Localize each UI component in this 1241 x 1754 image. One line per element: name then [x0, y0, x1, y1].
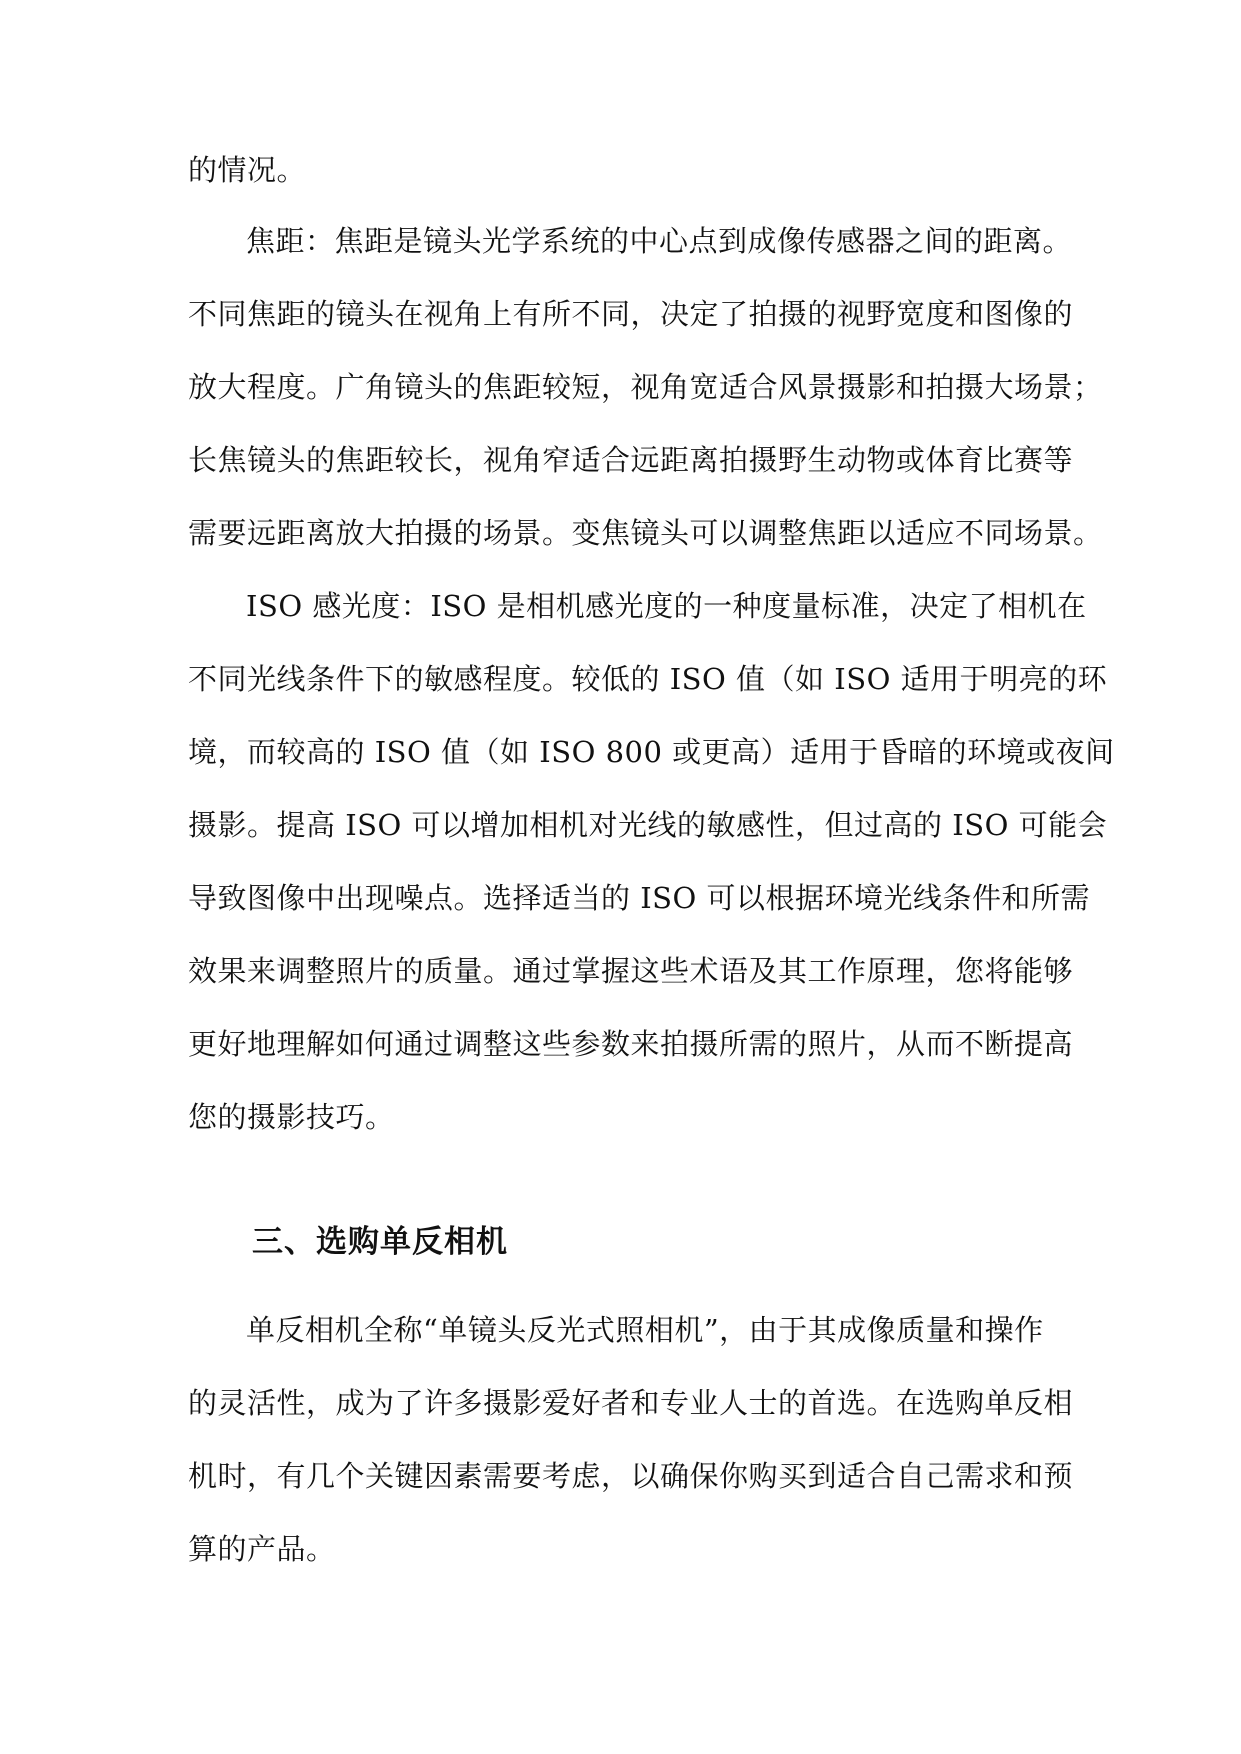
paragraph-line: 不同光线条件下的敏感程度。较低的 ISO 值（如 ISO 适用于明亮的环: [188, 662, 1108, 696]
paragraph-line: 长焦镜头的焦距较长，视角窄适合远距离拍摄野生动物或体育比赛等: [188, 443, 1074, 477]
paragraph-line: 焦距：焦距是镜头光学系统的中心点到成像传感器之间的距离。: [246, 224, 1073, 258]
paragraph-line: 需要远距离放大拍摄的场景。变焦镜头可以调整焦距以适应不同场景。: [188, 516, 1103, 550]
paragraph-line: 放大程度。广角镜头的焦距较短，视角宽适合风景摄影和拍摄大场景；: [188, 370, 1103, 404]
paragraph-line: 单反相机全称“单镜头反光式照相机”，由于其成像质量和操作: [246, 1313, 1044, 1347]
paragraph-line: 算的产品。: [188, 1532, 336, 1566]
paragraph-line: 效果来调整照片的质量。通过掌握这些术语及其工作原理，您将能够: [188, 954, 1074, 988]
paragraph-line: 更好地理解如何通过调整这些参数来拍摄所需的照片，从而不断提高: [188, 1027, 1074, 1061]
paragraph-line: 的灵活性，成为了许多摄影爱好者和专业人士的首选。在选购单反相: [188, 1386, 1074, 1420]
paragraph-line: 的情况。: [188, 153, 307, 187]
paragraph-line: 您的摄影技巧。: [188, 1100, 395, 1134]
paragraph-line: 境，而较高的 ISO 值（如 ISO 800 或更高）适用于昏暗的环境或夜间: [188, 735, 1115, 769]
paragraph-line: ISO 感光度：ISO 是相机感光度的一种度量标准，决定了相机在: [246, 589, 1087, 623]
paragraph-line: 摄影。提高 ISO 可以增加相机对光线的敏感性，但过高的 ISO 可能会: [188, 808, 1108, 842]
paragraph-line: 不同焦距的镜头在视角上有所不同，决定了拍摄的视野宽度和图像的: [188, 297, 1074, 331]
paragraph-line: 机时，有几个关键因素需要考虑，以确保你购买到适合自己需求和预: [188, 1459, 1074, 1493]
section-heading: 三、选购单反相机: [252, 1224, 508, 1260]
paragraph-line: 导致图像中出现噪点。选择适当的 ISO 可以根据环境光线条件和所需: [188, 881, 1091, 915]
